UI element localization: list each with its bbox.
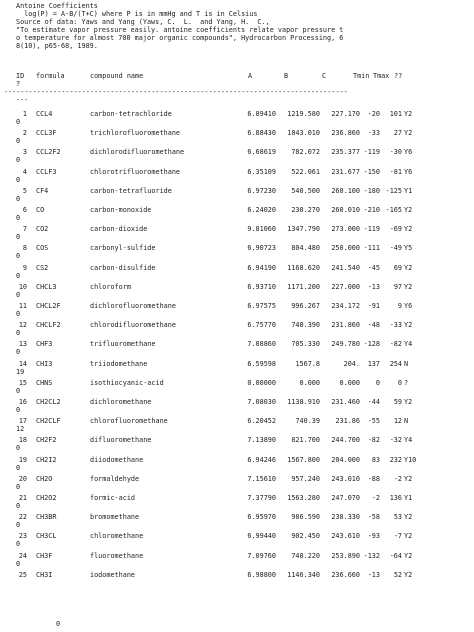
cell-tmax: -49 [389, 244, 402, 253]
cell-name: dichloromethane [90, 398, 152, 406]
cell-tmin: -82 [367, 436, 380, 445]
cell-a: 7.08860 [247, 340, 276, 349]
cell-formula: CH2I2 [36, 455, 57, 464]
cell-formula: CF4 [36, 186, 49, 195]
cell-formula: CCL4 [36, 110, 53, 118]
column-header-tmin: Tmin [353, 72, 370, 80]
cell-a: 6.97575 [247, 302, 276, 310]
cell-b: 1347.790 [287, 225, 320, 234]
cell-tmax: -165 [385, 206, 402, 214]
cell-tmax: -32 [389, 436, 402, 445]
cell-formula: CH2O [36, 474, 53, 483]
column-header-row [16, 72, 403, 80]
cell-name: diiodomethane [90, 455, 144, 464]
cell-a: 6.93710 [247, 282, 276, 291]
cell-b: 230.270 [291, 206, 320, 214]
cell-a: 7.37790 [247, 494, 276, 502]
cell-name: formaldehyde [90, 474, 140, 483]
cell-a: 7.13890 [247, 436, 276, 445]
cell-formula: CHCLF2 [36, 321, 61, 330]
cell-c: 243.610 [331, 532, 360, 541]
page-footer: 0 [56, 620, 61, 628]
cell-tmax: -7 [393, 532, 402, 541]
cell-q: Y10 [404, 455, 417, 464]
cell-c: 227.170 [331, 110, 360, 118]
cell-id: 4 [22, 167, 27, 176]
cell-name: carbon-disulfide [90, 263, 156, 272]
cell-q: N [404, 359, 409, 368]
cell-b: 957.240 [291, 474, 320, 483]
cell-q: Y2 [404, 225, 413, 234]
cell-id: 1 [22, 110, 27, 118]
cell-formula: CCLF3 [36, 167, 57, 176]
cell-tmax: -82 [389, 340, 402, 349]
cell-formula: CH3F [36, 551, 53, 560]
cell-tmin: -88 [367, 474, 380, 483]
cell-q: Y1 [404, 186, 413, 195]
cell-tmin: -111 [363, 244, 380, 253]
row-wrap-text: 0 [16, 310, 21, 318]
cell-tmin: -93 [367, 532, 380, 541]
cell-b: 996.267 [291, 302, 320, 310]
cell-b: 782.072 [291, 148, 320, 157]
cell-tmax: 232 [389, 455, 402, 464]
cell-tmin: -119 [363, 148, 380, 157]
cell-formula: CH3CL [36, 532, 57, 541]
cell-tmin: -119 [363, 225, 380, 234]
cell-q: Y4 [404, 340, 413, 349]
cell-q: Y1 [404, 494, 413, 502]
column-header-name: compound name [90, 72, 144, 80]
row-wrap-text: 0 [16, 329, 21, 338]
cell-a: 6.20452 [247, 417, 276, 426]
cell-formula: CHNS [36, 378, 53, 387]
cell-c: 247.070 [331, 494, 360, 502]
cell-b: 1563.280 [287, 494, 320, 502]
cell-tmax: -30 [389, 148, 402, 157]
cell-c: 236.860 [331, 129, 360, 138]
cell-a: 6.89410 [247, 110, 276, 118]
cell-tmax: -69 [389, 225, 402, 234]
cell-name: carbonyl-sulfide [90, 244, 156, 253]
cell-q: ? [404, 378, 409, 387]
row-wrap-text: 0 [16, 290, 21, 299]
cell-name: chloromethane [90, 532, 144, 541]
cell-id: 25 [18, 570, 27, 579]
cell-id: 12 [18, 321, 27, 330]
cell-q: Y2 [404, 263, 413, 272]
cell-c: 227.000 [331, 282, 360, 291]
cell-tmax: 9 [397, 302, 402, 310]
cell-c: 243.010 [331, 474, 360, 483]
row-wrap-text: 0 [16, 406, 21, 414]
cell-id: 21 [18, 494, 27, 502]
cell-id: 15 [18, 378, 27, 387]
cell-formula: CH3BR [36, 513, 57, 522]
cell-name: dichlorofluoromethane [90, 302, 176, 310]
cell-formula: CHI3 [36, 359, 53, 368]
cell-tmin: -91 [367, 302, 380, 310]
cell-name: isothiocyanic-acid [90, 378, 164, 387]
cell-formula: CH2CLF [36, 417, 61, 426]
cell-name: trifluoromethane [90, 340, 156, 349]
source-line: Source of data: Yaws and Yang (Yaws, C. L. and Yang, H. C., [16, 18, 270, 26]
cell-id: 13 [18, 340, 27, 349]
cell-name: dichlorodifluoromethane [90, 148, 185, 157]
cell-formula: CH2F2 [36, 436, 57, 445]
cell-q: Y6 [404, 302, 413, 310]
cell-tmin: -150 [363, 167, 380, 176]
cell-tmin: 83 [371, 455, 380, 464]
row-wrap-text: 0 [16, 156, 21, 165]
cell-name: chlorofluoromethane [90, 417, 168, 426]
cell-tmax: 0 [397, 378, 402, 387]
row-wrap-text: 0 [16, 540, 21, 549]
cell-id: 20 [18, 474, 27, 483]
column-header-a: A [248, 72, 253, 80]
cell-q: Y4 [404, 436, 413, 445]
cell-c: 244.700 [331, 436, 360, 445]
row-wrap-text: 0 [16, 233, 21, 242]
cell-tmin: -55 [367, 417, 380, 426]
cell-tmax: -2 [393, 474, 402, 483]
column-header-b: B [284, 72, 289, 80]
separator: ------------------------------------------------------------------------------------ [4, 88, 348, 96]
cell-formula: CH3I [36, 570, 53, 579]
cell-b: 902.450 [291, 532, 320, 541]
cell-tmin: -44 [367, 398, 380, 406]
row-wrap-text: 12 [16, 425, 25, 434]
cell-c: 273.000 [331, 225, 360, 234]
column-header-wrap: ? [16, 80, 21, 88]
row-wrap-text: 0 [16, 386, 21, 395]
cell-id: 5 [22, 186, 27, 195]
cell-formula: CH2O2 [36, 494, 57, 502]
cell-tmin: -45 [367, 263, 380, 272]
column-header-c: C [322, 72, 327, 80]
cell-a: 6.90723 [247, 244, 276, 253]
cell-q: Y2 [404, 110, 413, 118]
separator: --- [16, 96, 29, 104]
cell-tmax: 12 [393, 417, 402, 426]
row-wrap-text: 0 [16, 214, 21, 222]
cell-tmin: 0 [375, 378, 380, 387]
cell-c: 241.540 [331, 263, 360, 272]
cell-a: 6.88430 [247, 129, 276, 138]
document-title: Antoine Coefficients [16, 2, 98, 10]
cell-id: 9 [22, 263, 27, 272]
cell-formula: CO [36, 206, 45, 214]
cell-a: 7.15610 [247, 474, 276, 483]
cell-id: 16 [18, 398, 27, 406]
cell-name: carbon-tetrafluoride [90, 186, 172, 195]
cell-id: 11 [18, 302, 27, 310]
row-wrap-text: 0 [16, 444, 21, 453]
cell-c: 253.890 [331, 551, 360, 560]
cell-c: 235.377 [331, 148, 360, 157]
cell-id: 14 [18, 359, 27, 368]
column-header-id: ID [16, 72, 25, 80]
cell-name: formic-acid [90, 494, 136, 502]
cell-b: 1567.8 [295, 359, 320, 368]
row-wrap-text: 0 [16, 559, 21, 568]
cell-tmin: -2 [371, 494, 380, 502]
column-header-formula: formula [36, 72, 65, 80]
cell-q: Y6 [404, 148, 413, 157]
cell-tmin: -33 [367, 129, 380, 138]
source-line: "To estimate vapor pressure easily. antoine coefficients relate vapor pressure t [16, 26, 344, 34]
cell-tmax: 254 [389, 359, 402, 368]
cell-tmax: 136 [389, 494, 402, 502]
cell-q: Y6 [404, 167, 413, 176]
cell-a: 6.97230 [247, 186, 276, 195]
source-line: o temperature for almost 700 major organic compounds", Hydrocarbon Processing, 6 [16, 34, 344, 42]
cell-tmin: -180 [363, 186, 380, 195]
cell-id: 22 [18, 513, 27, 522]
cell-c: 231.86 [335, 417, 360, 426]
cell-a: 6.99440 [247, 532, 276, 541]
cell-b: 1146.340 [287, 570, 320, 579]
cell-a: 7.09760 [247, 551, 276, 560]
cell-tmax: 69 [393, 263, 402, 272]
cell-b: 986.590 [291, 513, 320, 522]
cell-name: trichlorofluoromethane [90, 129, 181, 138]
cell-id: 23 [18, 532, 27, 541]
cell-tmin: -128 [363, 340, 380, 349]
row-wrap-text: 0 [16, 118, 21, 126]
cell-b: 540.500 [291, 186, 320, 195]
cell-c: 249.780 [331, 340, 360, 349]
cell-tmin: -13 [367, 282, 380, 291]
cell-formula: CO2 [36, 225, 49, 234]
cell-c: 231.860 [331, 321, 360, 330]
cell-tmax: -81 [389, 167, 402, 176]
cell-formula: CHCL3 [36, 282, 57, 291]
cell-c: 204. [343, 359, 360, 368]
cell-id: 18 [18, 436, 27, 445]
cell-c: 231.677 [331, 167, 360, 176]
row-wrap-text: 0 [16, 502, 21, 510]
source-line: 8(10), p65-68, 1989. [16, 42, 98, 50]
cell-c: 234.172 [331, 302, 360, 310]
cell-tmax: 27 [393, 129, 402, 138]
cell-name: triiodomethane [90, 359, 148, 368]
cell-formula: CS2 [36, 263, 49, 272]
cell-b: 740.220 [291, 551, 320, 560]
cell-tmax: 97 [393, 282, 402, 291]
cell-a: 6.95970 [247, 513, 276, 522]
row-wrap-text: 0 [16, 348, 21, 357]
cell-id: 10 [18, 282, 27, 291]
cell-q: Y2 [404, 398, 413, 406]
cell-c: 260.010 [331, 206, 360, 214]
cell-c: 204.000 [331, 455, 360, 464]
cell-id: 8 [22, 244, 27, 253]
cell-name: carbon-dioxide [90, 225, 148, 234]
cell-q: N [404, 417, 409, 426]
cell-formula: CH2CL2 [36, 398, 61, 406]
cell-tmin: -20 [367, 110, 380, 118]
cell-name: iodomethane [90, 570, 136, 579]
cell-c: 238.330 [331, 513, 360, 522]
cell-tmin: -48 [367, 321, 380, 330]
cell-b: 522.061 [291, 167, 320, 176]
cell-tmax: 101 [389, 110, 402, 118]
cell-b: 1043.010 [287, 129, 320, 138]
cell-name: chloroform [90, 282, 131, 291]
cell-c: 236.660 [331, 570, 360, 579]
equation-line: log(P) = A-B/(T+C) where P is in mmHg and T is in Celsius [16, 10, 258, 18]
cell-q: Y2 [404, 321, 413, 330]
cell-name: difluoromethane [90, 436, 152, 445]
cell-id: 6 [22, 206, 27, 214]
cell-name: chlorodifluoromethane [90, 321, 176, 330]
cell-b: 1168.620 [287, 263, 320, 272]
cell-name: fluoromethane [90, 551, 144, 560]
cell-name: carbon-tetrachloride [90, 110, 172, 118]
cell-q: Y2 [404, 474, 413, 483]
cell-a: 6.24020 [247, 206, 276, 214]
cell-b: 705.330 [291, 340, 320, 349]
cell-a: 9.81060 [247, 225, 276, 234]
cell-b: 740.390 [291, 321, 320, 330]
cell-c: 0.000 [339, 378, 360, 387]
cell-q: Y2 [404, 551, 413, 560]
row-wrap-text: 0 [16, 194, 21, 203]
cell-tmin: 137 [367, 359, 380, 368]
cell-q: Y2 [404, 129, 413, 138]
cell-id: 7 [22, 225, 27, 234]
cell-tmin: -13 [367, 570, 380, 579]
cell-a: 6.94190 [247, 263, 276, 272]
cell-q: Y2 [404, 282, 413, 291]
cell-b: 1171.200 [287, 282, 320, 291]
cell-b: 1219.580 [287, 110, 320, 118]
cell-tmax: 52 [393, 570, 402, 579]
cell-formula: COS [36, 244, 49, 253]
row-wrap-text: 0 [16, 252, 21, 261]
row-wrap-text: 0 [16, 137, 21, 146]
row-wrap-text: 0 [16, 482, 21, 491]
cell-c: 260.100 [331, 186, 360, 195]
cell-tmax: -64 [389, 551, 402, 560]
cell-a: 6.59598 [247, 359, 276, 368]
cell-q: Y2 [404, 513, 413, 522]
cell-c: 231.460 [331, 398, 360, 406]
cell-tmin: -132 [363, 551, 380, 560]
row-wrap-text: 0 [16, 175, 21, 184]
cell-b: 821.700 [291, 436, 320, 445]
cell-name: bromomethane [90, 513, 140, 522]
cell-q: Y2 [404, 570, 413, 579]
cell-formula: CHF3 [36, 340, 53, 349]
cell-tmax: 59 [393, 398, 402, 406]
cell-name: chlorotrifluoromethane [90, 167, 181, 176]
cell-formula: CCL3F [36, 129, 57, 138]
cell-q: Y2 [404, 206, 413, 214]
cell-tmax: 53 [393, 513, 402, 522]
row-wrap-text: 0 [16, 271, 21, 280]
cell-formula: CCL2F2 [36, 148, 61, 157]
cell-a: 6.98800 [247, 570, 276, 579]
cell-b: 1138.910 [287, 398, 320, 406]
cell-q: Y5 [404, 244, 413, 253]
cell-a: 0.00000 [247, 378, 276, 387]
row-wrap-text: 0 [16, 463, 21, 472]
cell-b: 0.000 [299, 378, 320, 387]
cell-b: 1567.800 [287, 455, 320, 464]
cell-q: Y2 [404, 532, 413, 541]
cell-tmin: -210 [363, 206, 380, 214]
cell-tmax: -125 [385, 186, 402, 195]
cell-id: 2 [22, 129, 27, 138]
cell-tmax: -33 [389, 321, 402, 330]
column-header-tmax: Tmax [373, 72, 390, 80]
cell-id: 24 [18, 551, 27, 560]
cell-c: 250.000 [331, 244, 360, 253]
cell-a: 6.75770 [247, 321, 276, 330]
cell-name: carbon-monoxide [90, 206, 152, 214]
row-wrap-text: 19 [16, 367, 25, 376]
cell-a: 6.94246 [247, 455, 276, 464]
cell-id: 17 [18, 417, 27, 426]
cell-b: 740.39 [295, 417, 320, 426]
cell-b: 804.480 [291, 244, 320, 253]
cell-formula: CHCL2F [36, 302, 61, 310]
cell-id: 19 [18, 455, 27, 464]
cell-a: 6.68619 [247, 148, 276, 157]
column-header-flag: ?? [394, 72, 403, 80]
cell-a: 7.08030 [247, 398, 276, 406]
cell-id: 3 [22, 148, 27, 157]
row-wrap-text: 0 [16, 521, 21, 530]
cell-a: 6.35109 [247, 167, 276, 176]
cell-tmin: -58 [367, 513, 380, 522]
